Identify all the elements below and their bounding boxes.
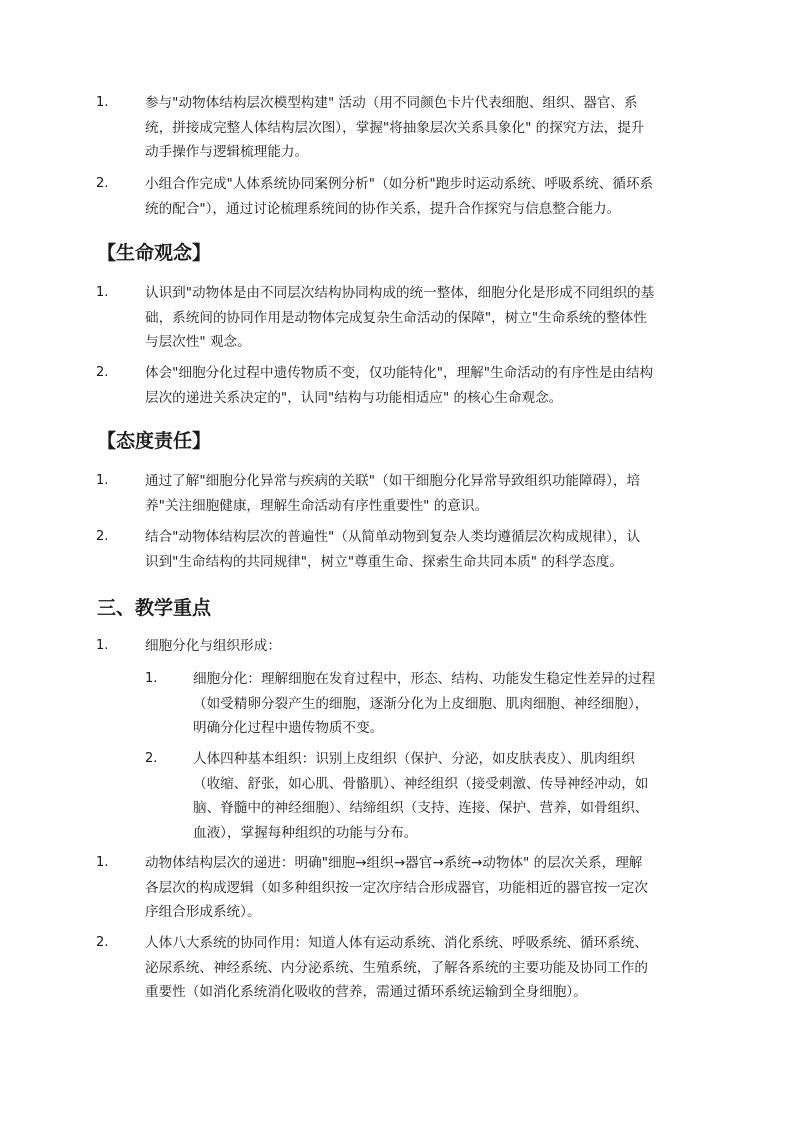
- text-line: 序组合形成系统）。: [145, 904, 261, 920]
- text-line: 础，系统间的协同作用是动物体完成复杂生命活动的保障"，树立"生命系统的整体性: [145, 309, 647, 326]
- text-line: 各层次的构成逻辑（如多种组织按一定次序结合形成器官，功能相近的器官按一定次: [145, 879, 648, 896]
- text-line: 养"关注细胞健康，理解生命活动有序性重要性" 的意识。: [145, 497, 489, 514]
- text-line: 脑、脊髓中的神经细胞）、结缔组织（支持、连接、保护、营养，如骨组织、: [193, 800, 649, 816]
- list-text: [145, 469, 705, 518]
- list-text: [145, 525, 705, 574]
- list-number: 2.: [96, 365, 109, 380]
- list-text: [145, 634, 705, 659]
- list-number: 1.: [96, 855, 109, 870]
- text-line: 人体四种基本组织：识别上皮组织（保护、分泌，如皮肤表皮）、肌肉组织: [193, 751, 635, 767]
- list-number: 1.: [96, 95, 109, 110]
- list-number: 2.: [145, 751, 158, 766]
- text-line: 明确分化过程中遗传物质不变。: [193, 720, 384, 736]
- text-line: 人体八大系统的协同作用：知道人体有运动系统、消化系统、呼吸系统、循环系统、: [145, 935, 648, 951]
- text-line: 细胞分化与组织形成：: [145, 638, 281, 654]
- list-number: 1.: [96, 285, 109, 300]
- section-heading-life-view: 【生命观念】: [97, 242, 212, 264]
- section-heading-key-points: 三、教学重点: [97, 597, 212, 619]
- text-line: （如受精卵分裂产生的细胞，逐渐分化为上皮细胞、肌肉细胞、神经细胞），: [193, 695, 649, 712]
- list-text: [145, 281, 705, 355]
- text-line: （收缩、舒张，如心肌、骨骼肌）、神经组织（接受刺激、传导神经冲动，如: [193, 775, 649, 792]
- list-text: [145, 91, 705, 165]
- text-line: 统，拼接成完整人体结构层次图），掌握"将抽象层次关系具象化" 的探究方法，提升: [145, 119, 645, 136]
- text-line: 统的配合"），通过讨论梳理系统间的协作关系，提升合作探究与信息整合能力。: [145, 200, 621, 217]
- text-line: 血液），掌握每种组织的功能与分布。: [193, 824, 418, 841]
- list-text: [193, 747, 705, 845]
- text-line: 动手操作与逻辑梳理能力。: [145, 144, 309, 160]
- section-heading-attitude: 【态度责任】: [97, 430, 212, 452]
- text-line: 认识到"动物体是由不同层次结构协同构成的统一整体，细胞分化是形成不同组织的基: [145, 285, 655, 301]
- text-line: 结合"动物体结构层次的普遍性"（从简单动物到复杂人类均遵循层次构成规律），认: [145, 529, 641, 545]
- list-number: 1.: [96, 638, 109, 653]
- list-text: [193, 667, 705, 741]
- text-line: 与层次性" 观念。: [145, 334, 251, 350]
- list-text: [145, 931, 705, 1005]
- text-line: 泌尿系统、神经系统、内分泌系统、生殖系统，了解各系统的主要功能及协同工作的: [145, 959, 648, 976]
- list-number: 2.: [96, 529, 109, 544]
- text-line: 重要性（如消化系统消化吸收的营养，需通过循环系统运输到全身细胞）。: [145, 984, 587, 1000]
- text-line: 小组合作完成"人体系统协同案例分析"（如分析"跑步时运动系统、呼吸系统、循环系: [145, 176, 654, 192]
- list-text: [145, 361, 705, 410]
- list-number: 2.: [96, 935, 109, 950]
- text-line: 识到"生命结构的共同规律"，树立"尊重生命、探索生命共同本质" 的科学态度。: [145, 553, 623, 570]
- list-number: 1.: [145, 671, 158, 686]
- text-line: 细胞分化：理解细胞在发育过程中，形态、结构、功能发生稳定性差异的过程: [193, 671, 656, 687]
- text-line: 参与"动物体结构层次模型构建" 活动（用不同颜色卡片代表细胞、组织、器官、系: [145, 95, 638, 111]
- text-line: 体会"细胞分化过程中遗传物质不变，仅功能特化"，理解"生命活动的有序性是由结构: [145, 365, 654, 381]
- text-line: 通过了解"细胞分化异常与疾病的关联"（如干细胞分化异常导致组织功能障碍），培: [145, 473, 641, 489]
- text-line: 动物体结构层次的递进：明确"细胞→组织→器官→系统→动物体" 的层次关系，理解: [145, 855, 643, 871]
- list-text: [145, 851, 705, 925]
- text-line: 层次的递进关系决定的"，认同"结构与功能相适应" 的核心生命观念。: [145, 389, 563, 406]
- list-number: 1.: [96, 473, 109, 488]
- list-number: 2.: [96, 176, 109, 191]
- list-text: [145, 172, 705, 221]
